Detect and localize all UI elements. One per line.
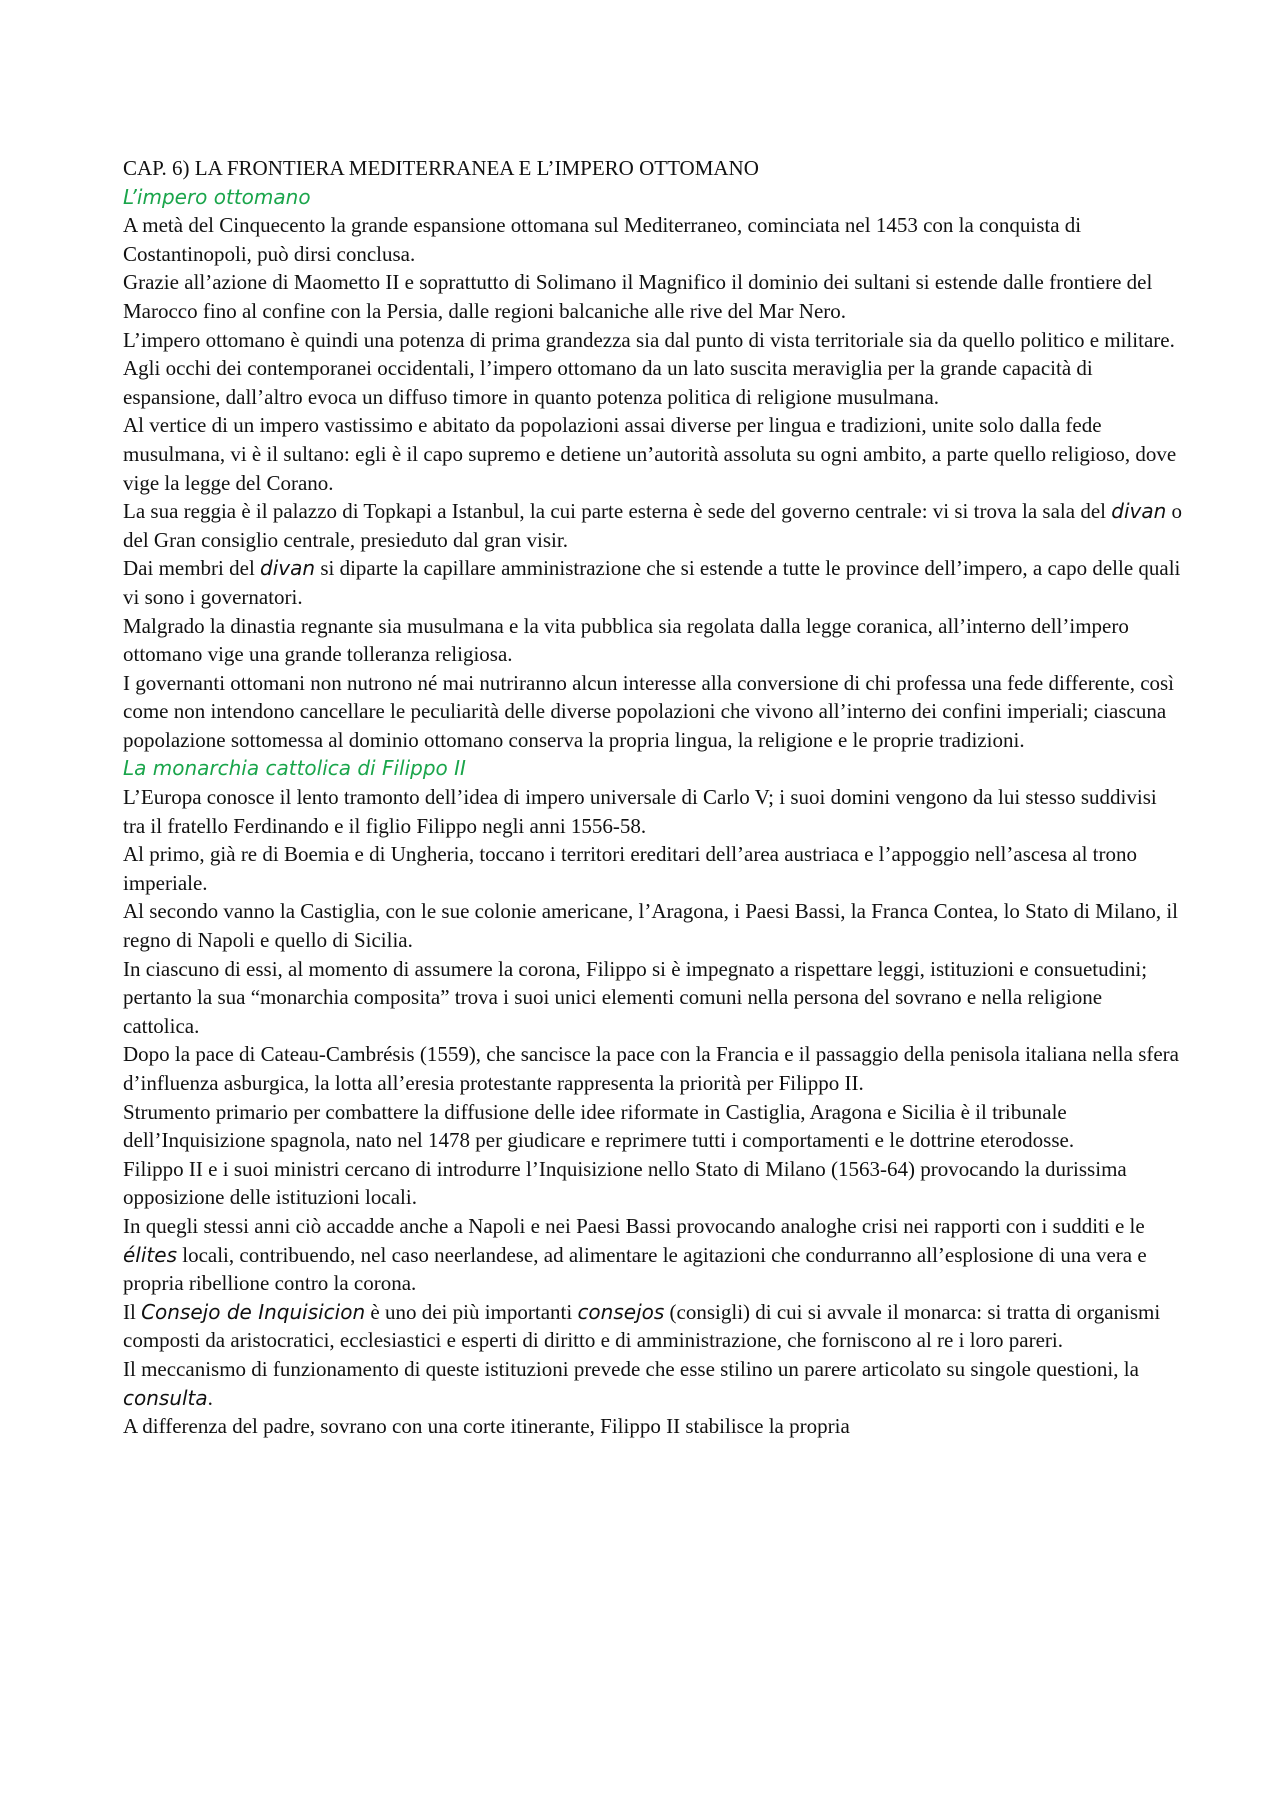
paragraph: A metà del Cinquecento la grande espansione ottomana sul Mediterraneo, cominciata nel 1453 con la conquista di Costantinopoli, può dirsi conclusa.	[123, 213, 1082, 266]
paragraph	[123, 1355, 1183, 1412]
italic-term: divan	[260, 556, 316, 581]
text-run: La sua reggia è il palazzo di Topkapi a Istanbul, la cui parte esterna è sede del governo centrale: vi si trova la sala del	[123, 499, 1112, 524]
paragraph: Malgrado la dinastia regnante sia musulmana e la vita pubblica sia regolata dalla legge coranica, all’interno dell’impero ottomano vige una grande tolleranza religiosa.	[123, 613, 1129, 667]
paragraph: A differenza del padre, sovrano con una corte itinerante, Filippo II stabilisce la propria	[123, 1414, 850, 1439]
chapter-title: CAP. 6) LA FRONTIERA MEDITERRANEA E L’IMPERO OTTOMANO	[123, 156, 759, 180]
text-run: (consigli) di cui si avvale il monarca: si tratta di organismi composti da aristocratici, ecclesiastici e esperti di diritto e di amministrazione, che forniscono al re i loro pareri.	[123, 1299, 1161, 1353]
italic-term: Consejo de Inquisicion	[141, 1299, 366, 1324]
text-run: locali, contribuendo, nel caso neerlandese, ad alimentare le agitazioni che condurranno all’esplosione di una vera e propria ribellione contro la corona.	[123, 1242, 1147, 1296]
italic-term: consulta	[123, 1385, 208, 1410]
text-run: Il meccanismo di funzionamento di queste istituzioni prevede che esse stilino un parere articolato su singole questioni, la	[123, 1356, 1139, 1381]
italic-term: consejos	[577, 1299, 665, 1324]
italic-term: élites	[123, 1242, 177, 1267]
paragraph	[123, 497, 1183, 554]
paragraph: Dopo la pace di Cateau-Cambrésis (1559), che sancisce la pace con la Francia e il passaggio della penisola italiana nella sfera d’influenza asburgica, la lotta all’eresia protestante rappresenta la priorità per Filippo II.	[123, 1042, 1179, 1095]
text-run: Dai membri del	[123, 556, 261, 581]
text-run: Il	[123, 1299, 142, 1324]
text-run: o del Gran consiglio centrale, presieduto dal gran visir.	[123, 499, 1183, 552]
document-page	[123, 154, 1183, 1441]
paragraph	[123, 1298, 1183, 1355]
paragraph	[123, 554, 1183, 611]
text-run: .	[207, 1385, 213, 1410]
paragraph: Agli occhi dei contemporanei occidentali, l’impero ottomano da un lato suscita meraviglia per la grande capacità di espansione, dall’altro evoca un diffuso timore in quanto potenza politica di religione musulmana.	[123, 356, 1093, 409]
paragraph: Grazie all’azione di Maometto II e soprattutto di Solimano il Magnifico il dominio dei sultani si estende dalle frontiere del Marocco fino al confine con la Persia, dalle regioni balcaniche alle rive del Mar Nero.	[123, 270, 1153, 323]
text-run: è uno dei più importanti	[365, 1299, 578, 1324]
paragraph: L’Europa conosce il lento tramonto dell’idea di impero universale di Carlo V; i suoi domini vengono da lui stesso suddivisi tra il fratello Ferdinando e il figlio Filippo negli anni 1556-58.	[123, 785, 1157, 838]
paragraph: Al secondo vanno la Castiglia, con le sue colonie americane, l’Aragona, i Paesi Bassi, la Franca Contea, lo Stato di Milano, il regno di Napoli e quello di Sicilia.	[123, 899, 1178, 953]
paragraph: In ciascuno di essi, al momento di assumere la corona, Filippo si è impegnato a rispettare leggi, istituzioni e consuetudini; pertanto la sua “monarchia composita” trova i suoi unici elementi comuni nella persona del sovrano e nella religione cattolica.	[123, 956, 1148, 1038]
paragraph: Filippo II e i suoi ministri cercano di introdurre l’Inquisizione nello Stato di Milano (1563-64) provocando la durissima opposizione delle istituzioni locali.	[123, 1156, 1127, 1210]
section-heading-philip-ii: La monarchia cattolica di Filippo II	[123, 756, 466, 781]
paragraph: I governanti ottomani non nutrono né mai nutriranno alcun interesse alla conversione di chi professa una fede differente, così come non intendono cancellare le peculiarità delle diverse popolazioni che vivono all’interno dei confini imperiali; ciascuna popolazione sottomessa al dominio ottomano conserva la propria lingua, la religione e le proprie tradizioni.	[123, 670, 1175, 752]
text-run: In quegli stessi anni ciò accadde anche a Napoli e nei Paesi Bassi provocando analoghe crisi nei rapporti con i sudditi e le	[123, 1213, 1145, 1238]
section-heading-ottoman-empire: L’impero ottomano	[123, 184, 311, 209]
paragraph: Al vertice di un impero vastissimo e abitato da popolazioni assai diverse per lingua e tradizioni, unite solo dalla fede musulmana, vi è il sultano: egli è il capo supremo e detiene un’autorità assoluta su ogni ambito, a parte quello religioso, dove vige la legge del Corano.	[123, 413, 1177, 495]
paragraph: L’impero ottomano è quindi una potenza di prima grandezza sia dal punto di vista territoriale sia da quello politico e militare.	[123, 327, 1175, 352]
paragraph: Strumento primario per combattere la diffusione delle idee riformate in Castiglia, Aragona e Sicilia è il tribunale dell’Inquisizione spagnola, nato nel 1478 per giudicare e reprimere tutti i comportamenti e le dottrine eterodosse.	[123, 1099, 1075, 1153]
paragraph	[123, 1212, 1183, 1298]
paragraph: Al primo, già re di Boemia e di Ungheria, toccano i territori ereditari dell’area austriaca e l’appoggio nell’ascesa al trono imperiale.	[123, 842, 1137, 895]
text-run: si diparte la capillare amministrazione che si estende a tutte le province dell’impero, a capo delle quali vi sono i governatori.	[123, 556, 1181, 609]
italic-term: divan	[1111, 499, 1167, 524]
